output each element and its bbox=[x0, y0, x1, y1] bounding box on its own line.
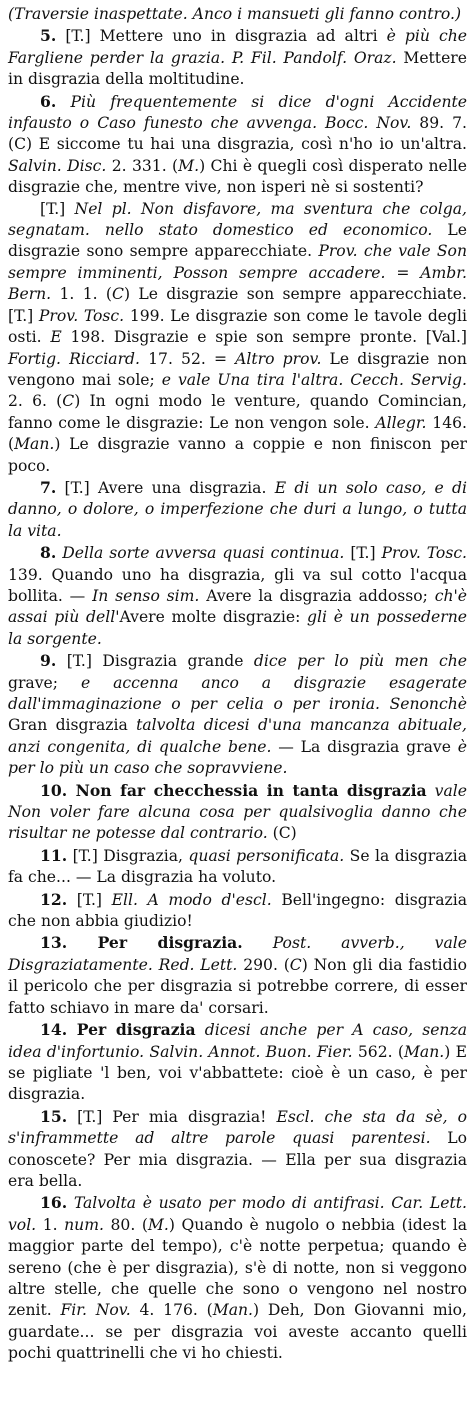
entry-text-run: In senso sim. bbox=[92, 586, 200, 605]
entry-text-run: 290. ( bbox=[237, 955, 290, 974]
entry-text-run: [T.] Per mia disgrazia! bbox=[67, 1107, 277, 1126]
entry-text-run: ) Quando è nugolo o nebbia (idest la maggior parte del tempo), c'è notte perpetua; quando è sereno (che è per disgrazia), s'è di notte, non si veggono altre stelle, che quelle che sono o vengono nel nostro zenit. bbox=[8, 1215, 468, 1320]
entry-text-run: ) Non gli dia fastidio il pericolo che per disgrazia si potrebbe correre, di esser fatto schiavo in mare da' corsari. bbox=[8, 955, 467, 1017]
entry-text-run: Ell. A modo d'escl. bbox=[111, 890, 272, 909]
entry-text-run: 139. Quando uno ha disgrazia, gli va sul cotto l'acqua bollita. — bbox=[8, 565, 467, 605]
dictionary-entry bbox=[8, 932, 467, 1019]
entry-text-run: Per disgrazia. bbox=[67, 933, 243, 953]
entry-number: 14. bbox=[40, 1020, 68, 1040]
entry-text-run: Prov. Tosc. bbox=[381, 544, 468, 563]
entry-text-run: 562. ( bbox=[352, 1042, 404, 1061]
entry-text-run: Prov. Tosc. bbox=[38, 306, 125, 325]
entry-text-run: ) Chi è quegli così disperato nelle disgrazie che, mentre vive, non isperi nè si sostenti? bbox=[8, 156, 467, 197]
entry-text-run: — La disgrazia grave bbox=[271, 737, 458, 756]
entry-text-run: dice per lo più men che bbox=[253, 652, 467, 671]
entry-text-run: M. bbox=[178, 156, 200, 175]
entry-number: 10. bbox=[40, 780, 68, 800]
entry-text-run: Man. bbox=[14, 435, 55, 454]
entry-text-run: Avere molte disgrazie: bbox=[119, 608, 308, 627]
dictionary-entry bbox=[8, 91, 467, 199]
entry-text-run: Allegr. bbox=[375, 413, 427, 432]
entry-text-run: [T.] bbox=[67, 890, 112, 909]
entry-text-run: Altro prov. bbox=[235, 349, 322, 368]
entry-text-run: ch'è assai più dell' bbox=[8, 586, 468, 627]
entry-text-run: [T.] Disgrazia grande bbox=[56, 652, 254, 671]
dictionary-entry bbox=[8, 477, 467, 542]
entry-number: 8. bbox=[40, 543, 57, 563]
entry-text-run: 199. Le disgrazie son come le tavole degli osti. bbox=[8, 306, 467, 347]
entry-number: 11. bbox=[40, 845, 68, 865]
entry-text-run: Fortig. Ricciard. bbox=[8, 349, 140, 368]
entry-text-run: E di un solo caso, e di danno, o dolore, o imperfezione che duri a lungo, o tutta la vita. bbox=[8, 478, 467, 540]
entry-text-run: è per lo più un caso che sopravviene. bbox=[8, 737, 467, 778]
entry-text-run: ) Deh, Don Giovanni mio, guardate... se per disgrazia voi aveste accanto quelli pochi quattrinelli che vi ho chiesti. bbox=[8, 1301, 467, 1363]
entry-text-run: num. bbox=[64, 1215, 104, 1234]
entry-text-run: Mettere in disgrazia della moltitudine. bbox=[8, 48, 467, 89]
entry-text-run: quasi personificata. bbox=[188, 846, 345, 865]
entry-number: 15. bbox=[40, 1106, 68, 1126]
entry-text-run: 89. 7. (C) E siccome tu hai una disgrazia, così n'ho io un'altra. bbox=[8, 114, 467, 154]
entry-text-run: [T.] Disgrazia, bbox=[67, 846, 189, 865]
entry-text-run: [T.] bbox=[344, 544, 382, 563]
dictionary-entry bbox=[8, 542, 467, 650]
entry-text-run: [T.] Mettere uno in disgrazia ad altri bbox=[56, 27, 387, 46]
dictionary-entry bbox=[8, 650, 467, 779]
entry-number: 6. bbox=[40, 91, 57, 111]
entry-text-run: Per disgrazia bbox=[67, 1020, 196, 1040]
entry-text-run: Della sorte avversa quasi continua. bbox=[56, 544, 345, 563]
entry-text-run: è più che Fargliene perder la grazia. P. Fil. Pandolf. Oraz. bbox=[8, 27, 467, 67]
entry-text-run: e accenna anco a disgrazie esagerate dall'immaginazione o per celia o per ironia. Senonchè bbox=[8, 673, 467, 713]
entry-text-run: vale Non voler fare alcuna cosa per qualsivoglia danno che risultar ne potesse dal contrario. bbox=[8, 781, 468, 843]
entry-number: 5. bbox=[40, 26, 57, 46]
entry-text-run: ) Le disgrazie vanno a coppie e non finiscon per poco. bbox=[8, 435, 467, 475]
dictionary-entry bbox=[8, 845, 467, 889]
entry-text-run: Le disgrazie non vengono mai sole; bbox=[8, 349, 467, 389]
entry-text-run: ) Le disgrazie son sempre apparecchiate. [T.] bbox=[8, 285, 467, 325]
entry-text-run: 198. Disgrazie e spie son sempre pronte. [Val.] bbox=[61, 328, 467, 347]
entry-text-run: Son sempre imminenti, Posson sempre accadere. = Ambr. Bern. bbox=[8, 242, 467, 304]
entry-text-run: C bbox=[289, 955, 302, 974]
entry-text-run: (C) bbox=[267, 824, 297, 843]
entry-text-run: Avere la disgrazia addosso; bbox=[199, 586, 435, 605]
entry-text-run: grave; bbox=[8, 673, 81, 692]
dictionary-entry bbox=[8, 199, 467, 477]
entry-number: 13. bbox=[40, 933, 68, 953]
entry-text-run: [T.] bbox=[40, 199, 75, 218]
entry-text-run: M. bbox=[147, 1215, 169, 1234]
entry-text-run: gli è un possederne la sorgente. bbox=[8, 608, 467, 648]
entry-text-run: Escl. che sta da sè, o s'inframmette ad altre parole quasi parentesi. bbox=[8, 1107, 467, 1148]
dictionary-entry bbox=[8, 1192, 467, 1364]
entry-text-run: talvolta dicesi d'una mancanza abituale, anzi congenita, di qualche bene. bbox=[8, 716, 467, 756]
entry-text-run: Più frequentemente si dice d'ogni Accidente infausto o Caso funesto che avvenga. Bocc. Nov. bbox=[8, 92, 467, 133]
dictionary-entry bbox=[8, 780, 467, 845]
entry-text-run: 146. ( bbox=[8, 413, 467, 454]
dictionary-entry bbox=[8, 25, 467, 90]
entry-text-run: 1. bbox=[36, 1215, 65, 1234]
dictionary-entry bbox=[8, 1106, 467, 1193]
entry-text-run: Prov. che vale bbox=[318, 242, 431, 261]
entry-number: 9. bbox=[40, 651, 57, 671]
entry-text-run: Salvin. Disc. bbox=[8, 156, 107, 175]
entry-text-run: dicesi anche per A caso, senza idea d'infortunio. Salvin. Annot. Buon. Fier. bbox=[8, 1021, 467, 1061]
entry-number: 7. bbox=[40, 477, 57, 497]
entry-text-run: 17. 52. = bbox=[140, 349, 236, 368]
dictionary-entry bbox=[8, 1019, 467, 1106]
entry-text-run: Nel pl. Non disfavore, ma sventura che colga, segnatam. nello stato domestico ed economico. bbox=[8, 199, 467, 240]
entry-text-run: Man. bbox=[403, 1042, 445, 1061]
entry-text-run: 4. 176. ( bbox=[130, 1301, 213, 1320]
entry-text-run: e vale Una tira l'altra. Cecch. Servig. bbox=[161, 370, 467, 389]
entry-text-run: Le disgrazie sono sempre apparecchiate. bbox=[8, 221, 467, 261]
entry-text-run: Lo conoscete? Per mia disgrazia. — Ella per sua disgrazia era bella. bbox=[8, 1129, 467, 1190]
dictionary-entry bbox=[8, 4, 467, 25]
entry-text-run: C bbox=[112, 285, 124, 304]
entry-text-run: 80. ( bbox=[103, 1215, 148, 1234]
entry-text-run: Non far checchessia in tanta disgrazia bbox=[67, 780, 427, 800]
entry-text-run: Bell'ingegno: disgrazia che non abbia giudizio! bbox=[8, 890, 467, 931]
entry-number: 16. bbox=[40, 1193, 68, 1213]
dictionary-entry bbox=[8, 889, 467, 933]
entry-text-run: C bbox=[62, 392, 75, 411]
entry-text-run: E bbox=[50, 328, 62, 347]
entry-number: 12. bbox=[40, 889, 68, 909]
entry-text-run: [T.] Avere una disgrazia. bbox=[56, 478, 275, 497]
entry-text-run: 1. 1. ( bbox=[51, 285, 112, 304]
entry-text-run: (Traversie inaspettate. Anco i mansueti gli fanno contro.) bbox=[8, 5, 462, 23]
entry-text-run: 2. 6. ( bbox=[8, 392, 63, 411]
entry-text-run: Talvolta è usato per modo di antifrasi. Car. Lett. vol. bbox=[8, 1194, 467, 1234]
entry-text-run: Post. avverb., vale Disgraziatamente. Red. Lett. bbox=[8, 934, 467, 974]
entry-text-run: 2. 331. ( bbox=[106, 156, 179, 175]
entry-text-run: ) In ogni modo le venture, quando Comincian, fanno come le disgrazie: Le non vengon sole. bbox=[8, 392, 467, 432]
entry-text-run: Se la disgrazia fa che... — La disgrazia ha voluto. bbox=[8, 846, 467, 887]
entry-text-run: ) E se pigliate 'l ben, voi v'abbattete: cioè è un caso, è per disgrazia. bbox=[8, 1042, 467, 1104]
entry-text-run: Man. bbox=[212, 1301, 253, 1320]
entry-text-run: Gran disgrazia bbox=[8, 716, 137, 735]
entry-text-run: Fir. Nov. bbox=[60, 1301, 131, 1320]
